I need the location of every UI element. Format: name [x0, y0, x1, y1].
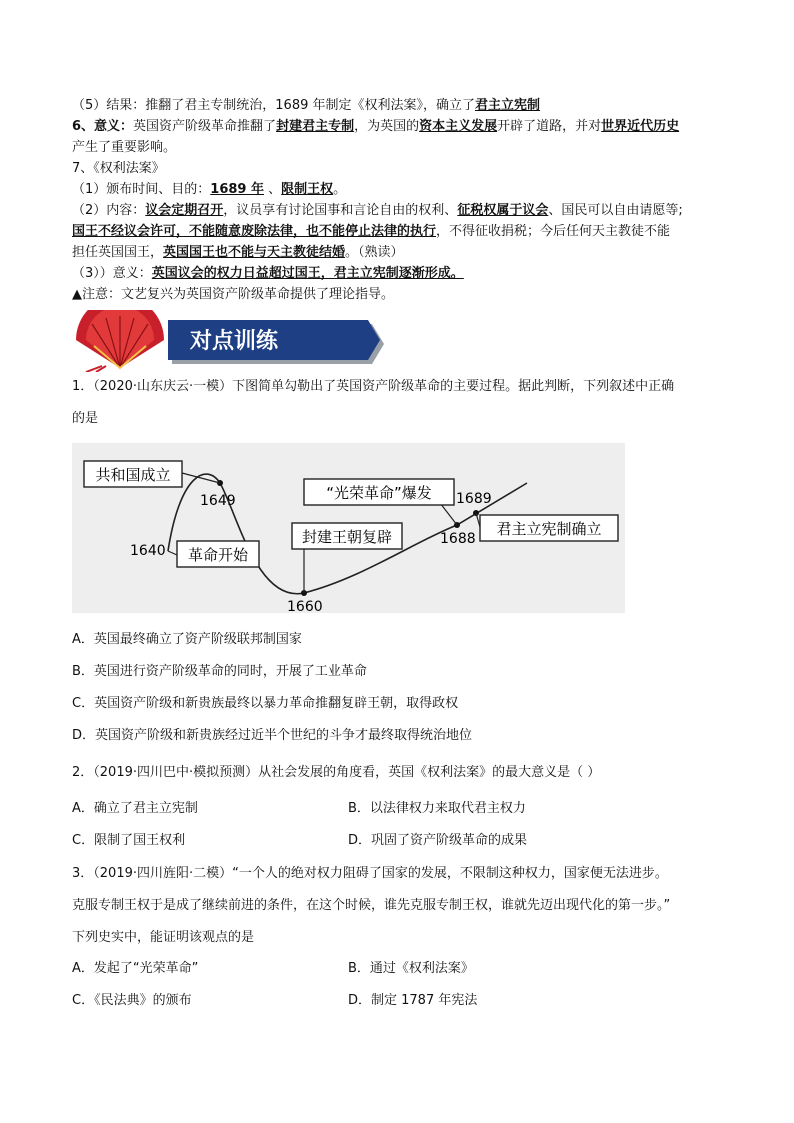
q2-option-b[interactable]: B．以法律权力来取代君主权力 [348, 801, 526, 816]
note-renaissance: ▲注意：文艺复兴为英国资产阶级革命提供了理论指导。 [72, 287, 394, 302]
year-1688: 1688 [440, 531, 476, 547]
section-banner [72, 310, 392, 372]
result-line: （5）结果：推翻了君主专制统治，1689 年制定《权利法案》，确立了君主立宪制 [72, 98, 541, 113]
q3-stem-1: 3．（2019·四川旌阳·二模）“一个人的绝对权力阻碍了国家的发展，不限制这种权力，国家便无法进步。 [72, 866, 668, 881]
q3-option-d[interactable]: D．制定 1787 年宪法 [348, 993, 478, 1008]
q3-option-c[interactable]: C．《民法典》的颁布 [72, 993, 192, 1008]
box-republic-label: 共和国成立 [95, 466, 171, 484]
q3-stem-3: 下列史实中，能证明该观点的是 [72, 930, 255, 945]
q3-stem-2: 克服专制王权于是成了继续前进的条件，在这个时候，谁先克服专制王权，谁就先迈出现代化的第一步。” [72, 898, 671, 913]
bill-content-1: （2）内容：议会定期召开，议员享有讨论国事和言论自由的权利、征税权属于议会、国民可以自由请愿等; [72, 203, 683, 218]
q1-stem-2: 的是 [72, 411, 99, 426]
q1-option-b[interactable]: B．英国进行资产阶级革命的同时，开展了工业革命 [72, 664, 367, 679]
fan-icon [76, 310, 164, 372]
q2-option-a[interactable]: A．确立了君主立宪制 [72, 801, 198, 816]
box-glorious-revolution-label: “光荣革命”爆发 [326, 484, 432, 502]
q1-stem-1: 1．（2020·山东庆云·一模）下图简单勾勒出了英国资产阶级革命的主要过程。据此判断，下列叙述中正确 [72, 379, 675, 394]
bill-content-3: 担任英国国王，英国国王也不能与天主教徒结婚。（熟读） [72, 245, 404, 260]
banner-title: 对点训练 [189, 329, 279, 354]
year-1660: 1660 [287, 599, 323, 613]
q2-stem: 2．（2019·四川巴中·模拟预测）从社会发展的角度看，英国《权利法案》的最大意义是（ ） [72, 765, 601, 780]
significance-line-2: 产生了重要影响。 [72, 140, 177, 155]
significance-line: 6、意义：英国资产阶级革命推翻了封建君主专制，为英国的资本主义发展开辟了道路，并对世界近代历史 [72, 119, 680, 134]
q3-option-a[interactable]: A．发起了“光荣革命” [72, 961, 199, 976]
box-revolution-start-label: 革命开始 [187, 546, 249, 564]
box-restoration-label: 封建王朝复辟 [301, 528, 393, 546]
revolution-process-figure [72, 443, 625, 613]
bill-significance: （3））意义：英国议会的权力日益超过国王，君主立宪制逐渐形成。 [72, 266, 464, 281]
q2-option-d[interactable]: D．巩固了资产阶级革命的成果 [348, 833, 528, 848]
q1-option-d[interactable]: D．英国资产阶级和新贵族经过近半个世纪的斗争才最终取得统治地位 [72, 728, 473, 743]
year-1649: 1649 [200, 493, 236, 509]
bill-content-2: 国王不经议会许可，不能随意废除法律，也不能停止法律的执行，不得征收捐税；今后任何天主教徒不能 [72, 224, 671, 239]
year-1689: 1689 [456, 491, 492, 507]
q2-option-c[interactable]: C．限制了国王权利 [72, 833, 186, 848]
box-constitutional-monarchy-label: 君主立宪制确立 [496, 520, 602, 538]
bill-of-rights-heading: 7、《权利法案》 [72, 161, 165, 176]
q3-option-b[interactable]: B．通过《权利法案》 [348, 961, 474, 976]
bill-time-purpose: （1）颁布时间、目的：1689 年 、限制王权。 [72, 182, 347, 197]
q1-option-c[interactable]: C．英国资产阶级和新贵族最终以暴力革命推翻复辟王朝，取得政权 [72, 696, 459, 711]
year-1640: 1640 [130, 543, 166, 559]
q1-option-a[interactable]: A．英国最终确立了资产阶级联邦制国家 [72, 632, 302, 647]
